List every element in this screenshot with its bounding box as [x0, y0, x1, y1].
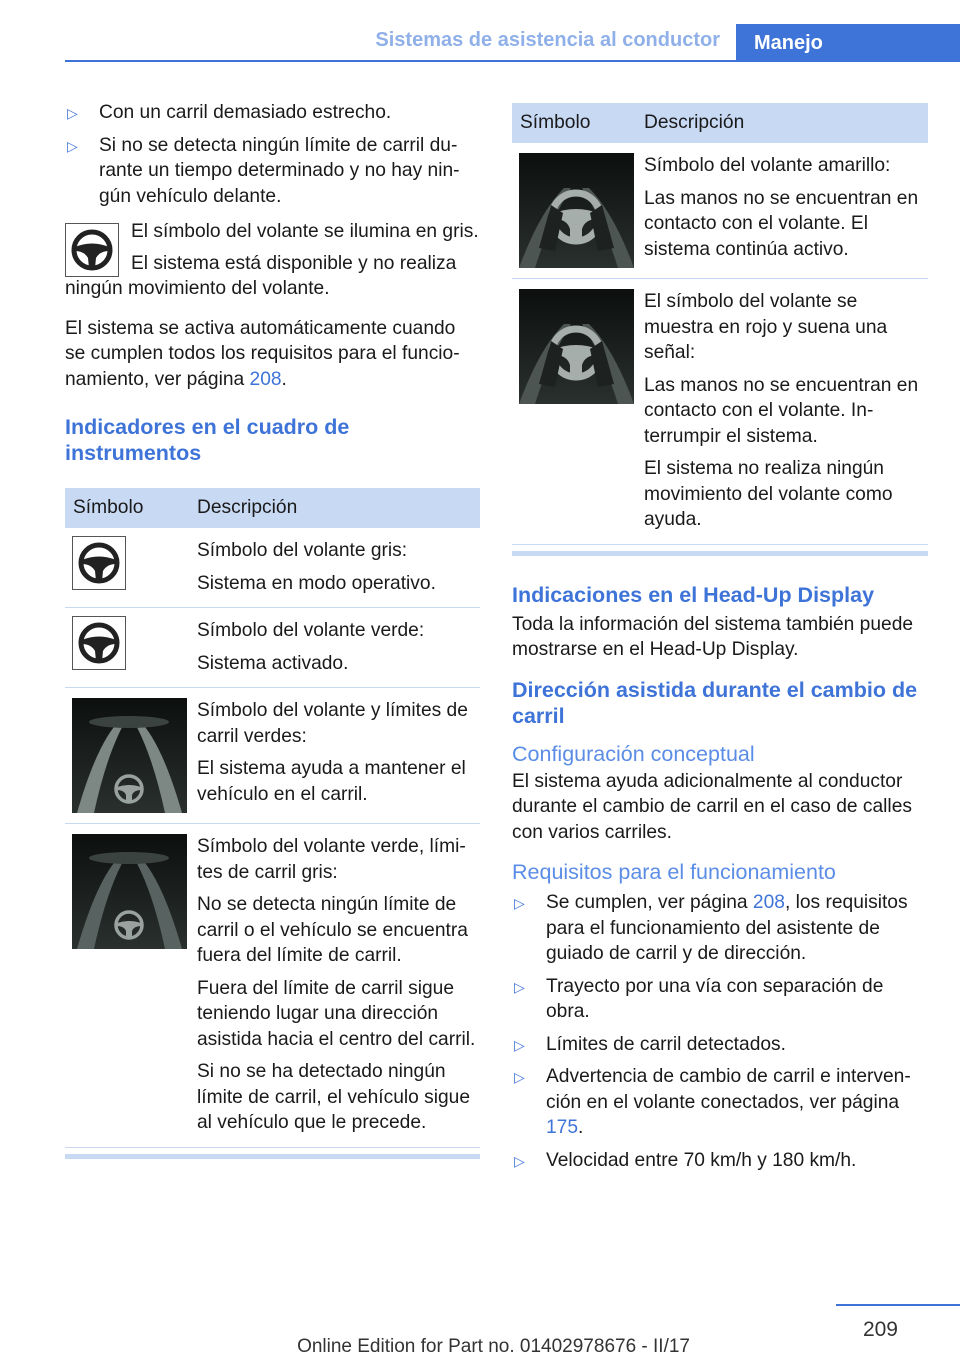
- table-row: Símbolo del volante verde, límites de carril gris: No se detecta ningún límite de carril o el vehículo se encuentra fuera del límite de carril. Fuera del límite de carril sigue teniendo lugar una dirección asistida hacia el centro del carril. Si no se ha detectado ningún límite de carril, el vehículo sigue al vehículo que le precede.: [65, 824, 480, 1148]
- list-item: ▷ Se cumplen, ver página 208, los requisitos para el funcionamiento del asistente de guiado de carril y de dirección.: [514, 892, 908, 964]
- condition-list: [65, 100, 480, 209]
- right-column: [512, 103, 928, 1180]
- gray-wheel-note: El símbolo del volante se ilumina en gris.: [65, 219, 480, 245]
- page-header: [0, 24, 960, 62]
- header-chapter-tab[interactable]: Manejo: [736, 24, 960, 62]
- hud-heading: Indicaciones en el Head-Up Display: [512, 582, 875, 607]
- hands-off-table: [512, 103, 928, 545]
- bullet-triangle-icon: ▷: [514, 1036, 525, 1053]
- col-symbol-header: Símbolo: [512, 103, 636, 143]
- page-link[interactable]: 208: [752, 892, 785, 913]
- bullet-triangle-icon: ▷: [67, 137, 78, 154]
- table-end-rule: [65, 1154, 480, 1159]
- requirements-heading: Requisitos para el funcionamiento: [512, 860, 836, 884]
- table-row: El símbolo del volante se muestra en rojo y suena una señal: Las manos no se encuentran en contacto con el volante. Interrumpir el sistema. El sistema no realiza ningún movimiento del volante como ayuda.: [512, 279, 928, 545]
- indicators-table: [65, 488, 480, 1148]
- table-end-rule: [512, 551, 928, 556]
- lane-green-icon: [72, 698, 187, 813]
- lane-gray-icon: [72, 834, 187, 949]
- concept-text: El sistema ayuda adicionalmente al conductor durante el cambio de carril en el caso de calles con varios carriles.: [512, 770, 912, 843]
- list-item: ▷ Límites de carril detectados.: [512, 1032, 928, 1058]
- table-row: Símbolo del volante gris: Sistema en modo operativo.: [65, 528, 480, 608]
- hud-text: Toda la información del sistema también puede mostrarse en el Head-Up Display.: [512, 613, 914, 660]
- header-rule: [65, 60, 960, 62]
- footer-rule: [836, 1304, 960, 1306]
- bullet-triangle-icon: ▷: [514, 1152, 525, 1169]
- col-description-header: Descripción: [189, 488, 480, 528]
- activation-paragraph: El sistema se activa automáticamente cuando se cumplen todos los requisitos para el funcionamiento, ver página 208.: [65, 317, 460, 390]
- hands-on-wheel-red-icon: [519, 289, 634, 404]
- table-row: Símbolo del volante y límites de carril verdes: El sistema ayuda a mantener el vehículo en el carril.: [65, 688, 480, 824]
- list-item: ▷ Con un carril demasiado estrecho.: [65, 100, 480, 126]
- requirements-list: [512, 890, 928, 1173]
- bullet-triangle-icon: ▷: [514, 978, 525, 995]
- concept-heading: Configuración conceptual: [512, 741, 755, 766]
- indicators-heading: Indicadores en el cuadro de instrumentos: [65, 415, 350, 465]
- list-item: ▷ Trayecto por una vía con separación de obra.: [514, 975, 884, 1022]
- steering-wheel-icon: [65, 223, 119, 277]
- list-item: ▷ Si no se detecta ningún límite de carril durante un tiempo determinado y no hay ningún vehículo delante.: [67, 134, 460, 207]
- bullet-triangle-icon: ▷: [514, 1069, 525, 1085]
- bullet-triangle-icon: ▷: [514, 895, 525, 911]
- table-row: Símbolo del volante amarillo: Las manos no se encuentran en contacto con el volante. El sistema continúa activo.: [512, 143, 928, 279]
- header-section-title: Sistemas de asistencia al conductor: [375, 29, 720, 51]
- steering-wheel-gray-icon: [72, 536, 126, 590]
- steering-wheel-green-icon: [72, 616, 126, 670]
- list-item: ▷ Velocidad entre 70 km/h y 180 km/h.: [512, 1148, 928, 1174]
- page-link[interactable]: 175: [546, 1117, 579, 1138]
- hands-on-wheel-yellow-icon: [519, 153, 634, 268]
- col-description-header: Descripción: [636, 103, 928, 143]
- table-row: Símbolo del volante verde: Sistema activado.: [65, 608, 480, 688]
- lane-change-heading: Dirección asistida durante el cambio de carril: [512, 677, 918, 728]
- page-number: 209: [862, 1318, 898, 1341]
- col-symbol-header: Símbolo: [65, 488, 189, 528]
- edition-note: Online Edition for Part no. 01402978676 - II/17: [297, 1336, 690, 1357]
- bullet-triangle-icon: ▷: [67, 105, 78, 121]
- page-link[interactable]: 208: [249, 368, 282, 390]
- left-column: ▷ Con un carril demasiado estrecho. ▷ Si no se detecta ningún límite de carril durante un tiempo determinado y no hay ningún vehículo delante. El símbolo del volante se ilumina en gris. El sistema está disponible y no realiza ningún movimiento del volante. El sistema se activa automáticamente cuando se cumplen todos los requisitos para el funcionamiento, ver página 208. Indicadores en el cuadro de instrumentos Símbolo Descripción Símbolo del volante gris: Sistema en modo operativo. Símbolo del volante verde: Sistema activado. Símbolo del volante y límites de carril verdes: El sistema ayuda a mantener el vehículo en el carril. Símbolo del volante verde, límites de carril gris: No se detecta ningún límite de carril o el vehículo se encuentra fuera del límite de carril. Fuera del límite de carril sigue teniendo lugar una dirección asistida hacia el centro del carril. Si no se ha detectado ningún límite de carril, el vehículo sigue al vehículo que le precede.: [65, 100, 480, 1159]
- list-item: ▷ Advertencia de cambio de carril e intervención en el volante conectados, ver página 175.: [514, 1066, 911, 1138]
